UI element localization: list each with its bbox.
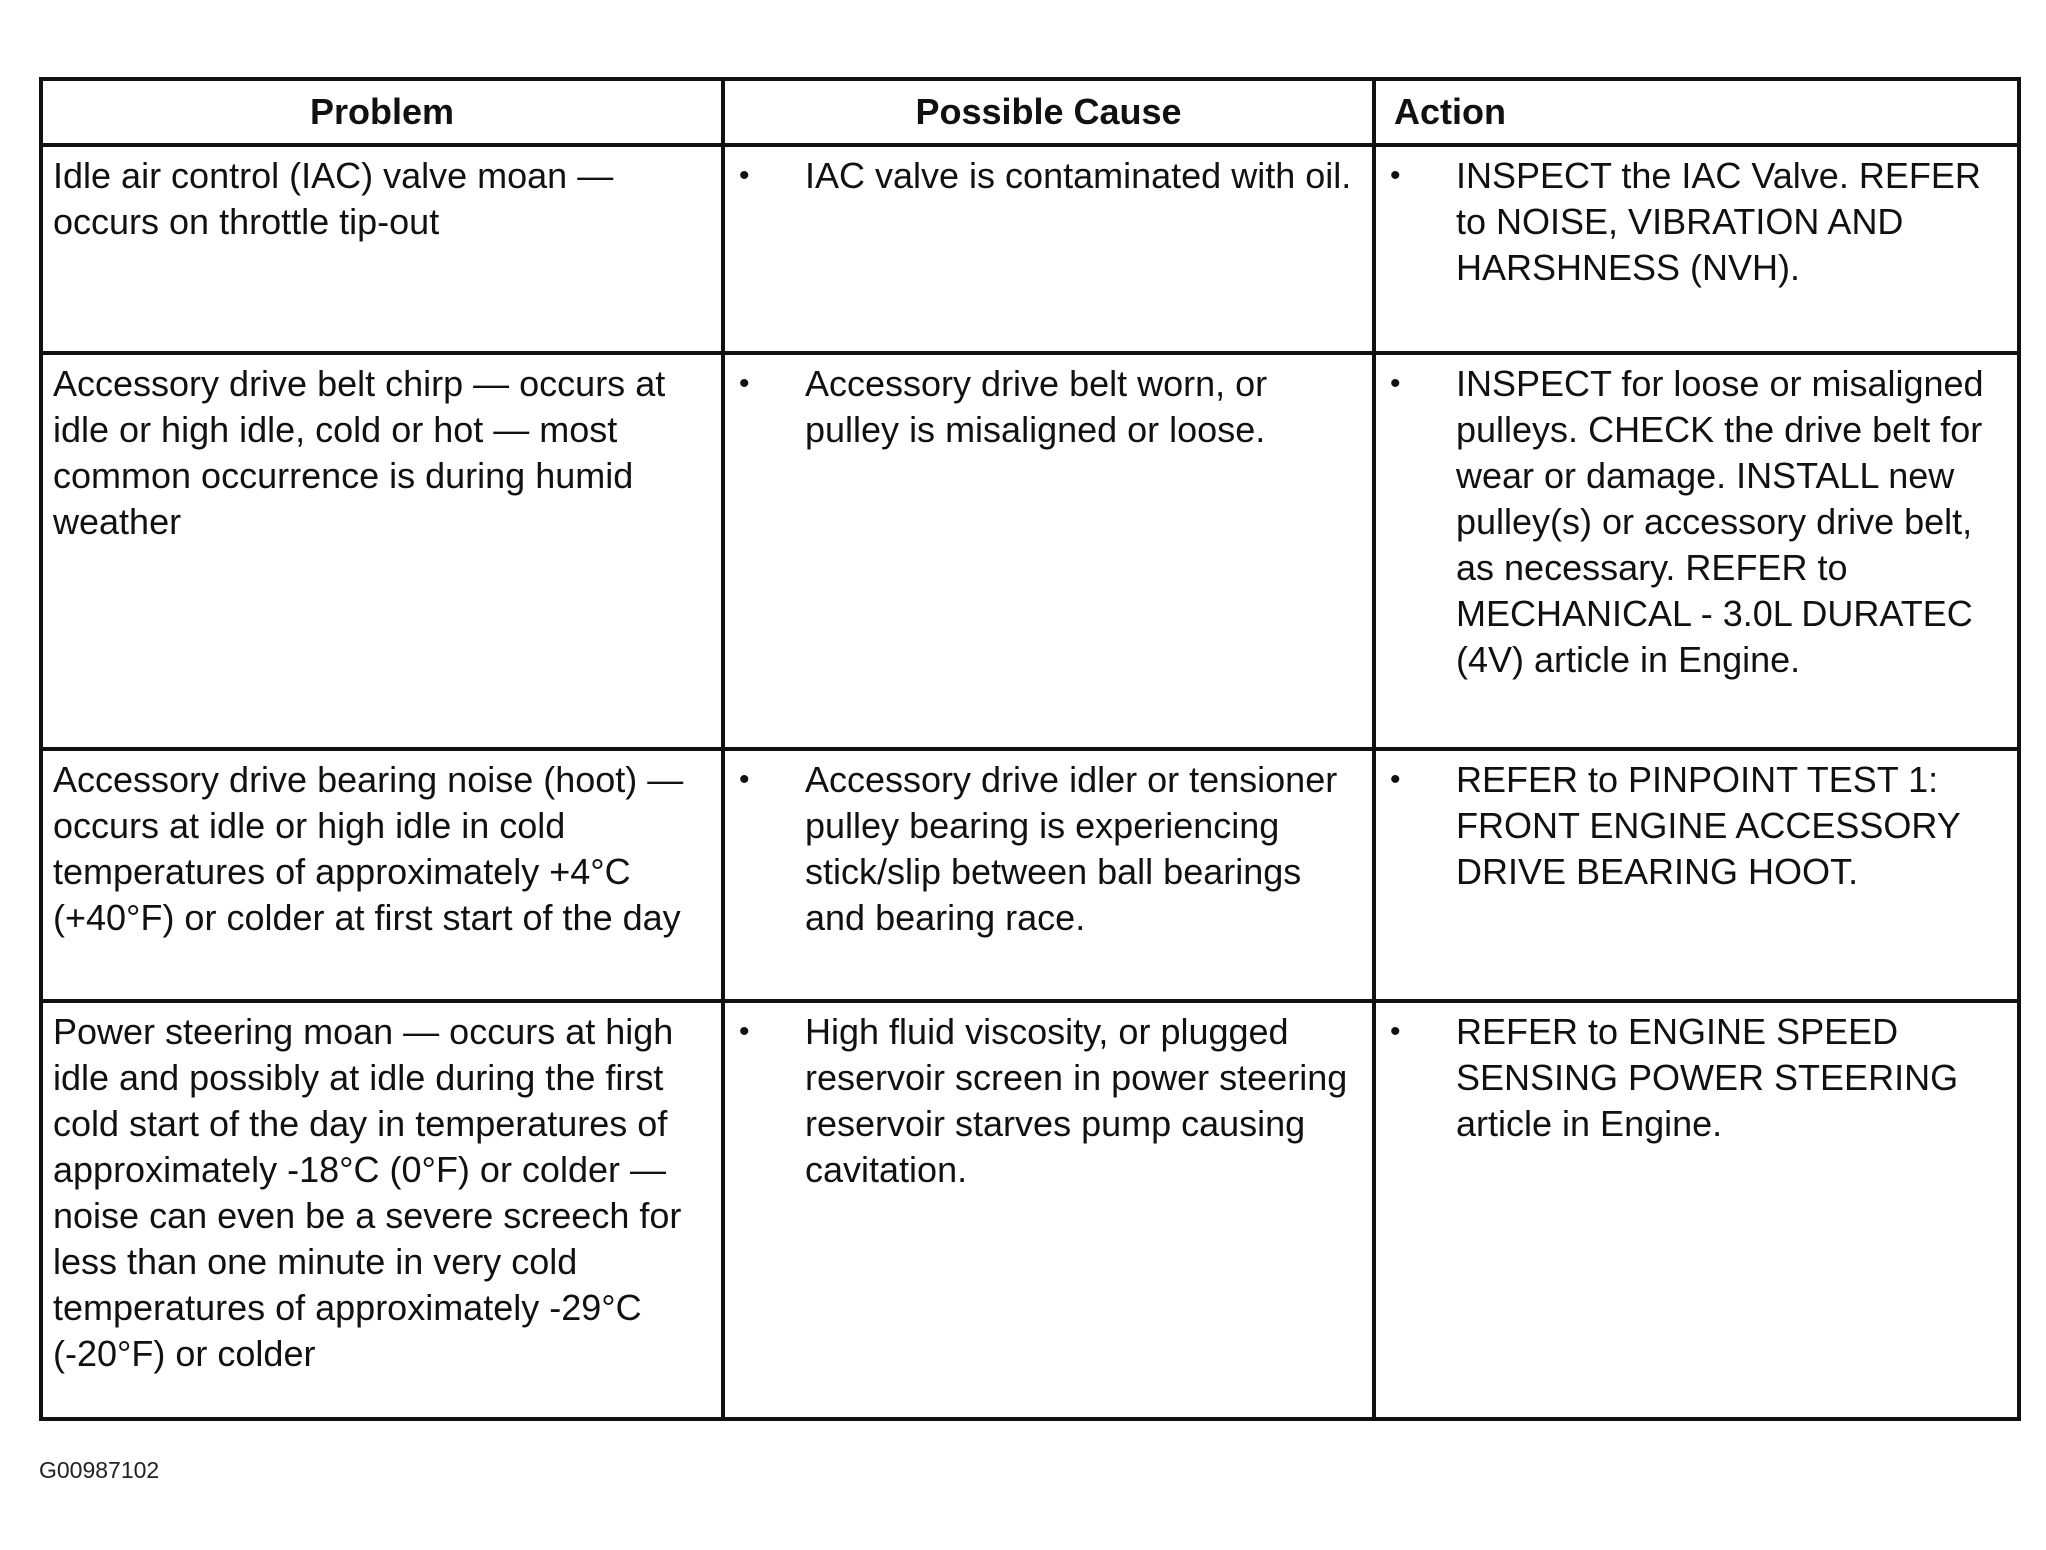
header-action: Action (1374, 79, 2019, 145)
action-cell (1374, 749, 2019, 1001)
bullet-icon: • (1390, 159, 1401, 192)
bullet-icon: • (739, 159, 750, 192)
cause-text: Accessory drive belt worn, or pulley is misaligned or loose. (805, 363, 1268, 450)
problem-cell: Idle air control (IAC) valve moan — occurs on throttle tip-out (41, 145, 723, 353)
action-cell (1374, 1001, 2019, 1419)
bullet-icon: • (1390, 1015, 1401, 1048)
table-row (41, 1001, 2019, 1419)
action-cell (1374, 145, 2019, 353)
cause-text: Accessory drive idler or tensioner pulley bearing is experiencing stick/slip between ball bearings and bearing race. (805, 759, 1338, 938)
action-text: REFER to PINPOINT TEST 1: FRONT ENGINE ACCESSORY DRIVE BEARING HOOT. (1456, 759, 1961, 892)
action-text: INSPECT for loose or misaligned pulleys. CHECK the drive belt for wear or damage. INSTALL new pulley(s) or accessory drive belt, as necessary. REFER to MECHANICAL - 3.0L DURATEC (4V) article in Engine. (1456, 363, 1984, 680)
header-possible-cause: Possible Cause (723, 79, 1374, 145)
bullet-icon: • (1390, 763, 1401, 796)
bullet-icon: • (739, 367, 750, 400)
diagnosis-table (39, 77, 2021, 1421)
action-text: REFER to ENGINE SPEED SENSING POWER STEERING article in Engine. (1456, 1011, 1959, 1144)
cause-cell (723, 353, 1374, 749)
header-problem: Problem (41, 79, 723, 145)
bullet-icon: • (1390, 367, 1401, 400)
cause-text: IAC valve is contaminated with oil. (805, 155, 1352, 196)
problem-cell: Power steering moan — occurs at high idle and possibly at idle during the first cold start of the day in temperatures of approximately -18°C (0°F) or colder — noise can even be a severe screech for less than one minute in very cold temperatures of approximately -29°C (-20°F) or colder (41, 1001, 723, 1419)
action-cell (1374, 353, 2019, 749)
problem-cell: Accessory drive bearing noise (hoot) — occurs at idle or high idle in cold temperatures of approximately +4°C (+40°F) or colder at first start of the day (41, 749, 723, 1001)
cause-cell (723, 1001, 1374, 1419)
table-row (41, 145, 2019, 353)
cause-cell (723, 145, 1374, 353)
cause-text: High fluid viscosity, or plugged reservoir screen in power steering reservoir starves pump causing cavitation. (805, 1011, 1348, 1190)
figure-id-label: G00987102 (39, 1457, 160, 1483)
action-text: INSPECT the IAC Valve. REFER to NOISE, VIBRATION AND HARSHNESS (NVH). (1456, 155, 1981, 288)
table-row (41, 353, 2019, 749)
header-row (41, 79, 2019, 145)
table-row (41, 749, 2019, 1001)
cause-cell (723, 749, 1374, 1001)
problem-cell: Accessory drive belt chirp — occurs at idle or high idle, cold or hot — most common occurrence is during humid weather (41, 353, 723, 749)
bullet-icon: • (739, 1015, 750, 1048)
bullet-icon: • (739, 763, 750, 796)
